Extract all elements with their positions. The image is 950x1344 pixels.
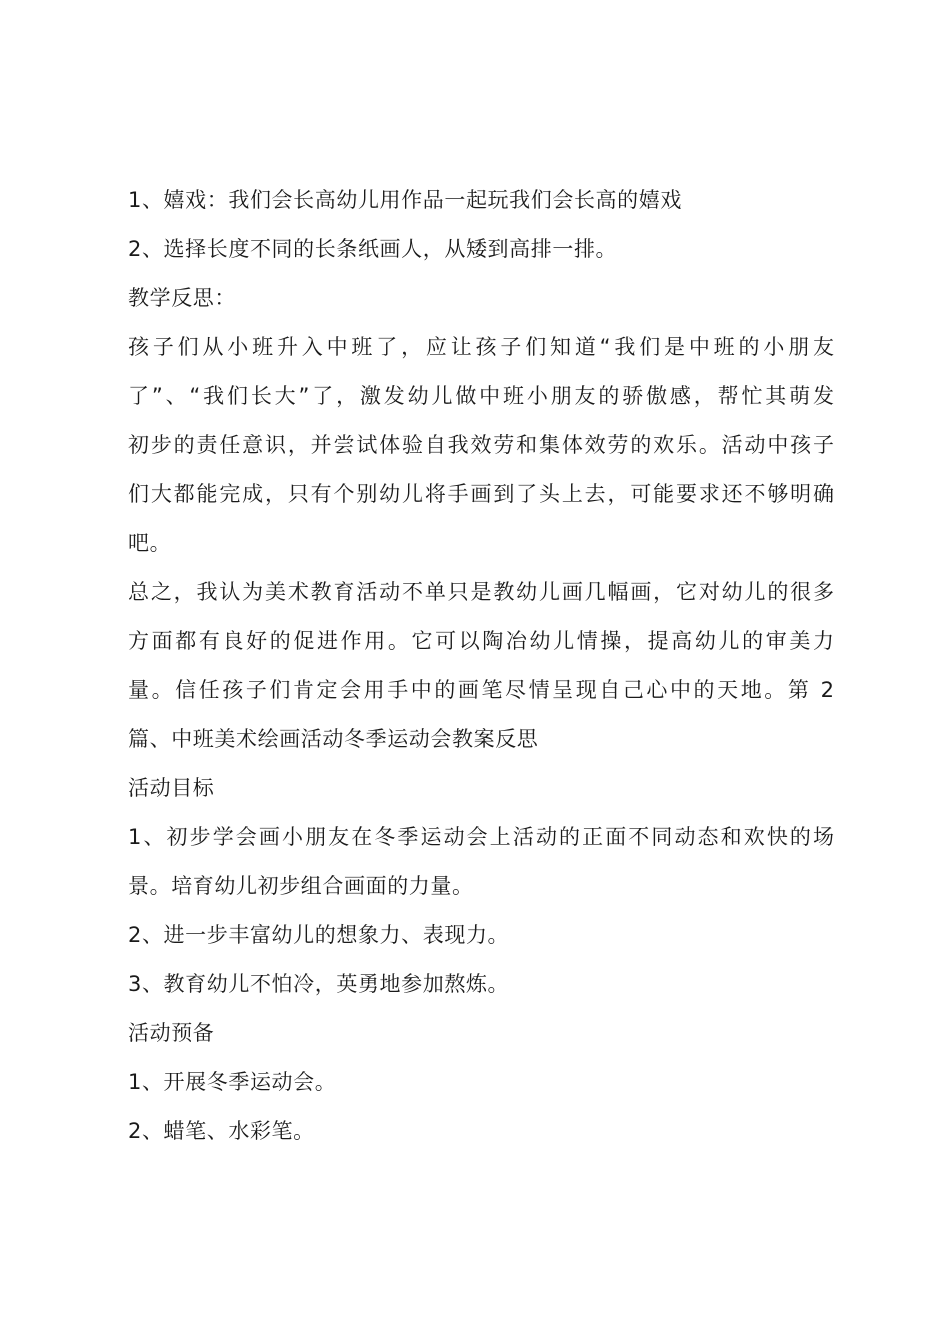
list-item-goal-1: 1、初步学会画小朋友在冬季运动会上活动的正面不同动态和欢快的场 <box>128 825 834 849</box>
document-body <box>128 187 834 1167</box>
paragraph-line: 方面都有良好的促进作用。它可以陶冶幼儿情操，提高幼儿的审美力 <box>128 629 834 653</box>
list-item-prep-2: 2、蜡笔、水彩笔。 <box>128 1119 315 1143</box>
section-heading-goals: 活动目标 <box>128 776 215 800</box>
article-title: 篇、中班美术绘画活动冬季运动会教案反思 <box>128 727 539 751</box>
section-heading-reflection: 教学反思： <box>128 286 236 310</box>
paragraph-line: 吧。 <box>128 531 172 555</box>
paragraph-line: 总之，我认为美术教育活动不单只是教幼儿画几幅画，它对幼儿的很多 <box>128 580 834 604</box>
paragraph-line: 初步的责任意识，并尝试体验自我效劳和集体效劳的欢乐。活动中孩子 <box>128 433 834 457</box>
paragraph-line: 量。信任孩子们肯定会用手中的画笔尽情呈现自己心中的天地。第 2 <box>128 678 834 702</box>
list-item-select-paper: 2、选择长度不同的长条纸画人，从矮到高排一排。 <box>128 237 618 261</box>
list-item-goal-1-cont: 景。培育幼儿初步组合画面的力量。 <box>128 874 474 898</box>
list-item-goal-3: 3、教育幼儿不怕冷，英勇地参加熬炼。 <box>128 972 510 996</box>
paragraph-line: 们大都能完成，只有个别幼儿将手画到了头上去，可能要求还不够明确 <box>128 482 834 506</box>
list-item-game: 1、嬉戏：我们会长高幼儿用作品一起玩我们会长高的嬉戏 <box>128 188 682 212</box>
list-item-prep-1: 1、开展冬季运动会。 <box>128 1070 337 1094</box>
list-item-goal-2: 2、进一步丰富幼儿的想象力、表现力。 <box>128 923 510 947</box>
paragraph-line: 了”、“我们长大”了，激发幼儿做中班小朋友的骄傲感，帮忙其萌发 <box>128 384 834 408</box>
section-heading-preparation: 活动预备 <box>128 1021 215 1045</box>
paragraph-line: 孩子们从小班升入中班了，应让孩子们知道“我们是中班的小朋友 <box>128 335 834 359</box>
